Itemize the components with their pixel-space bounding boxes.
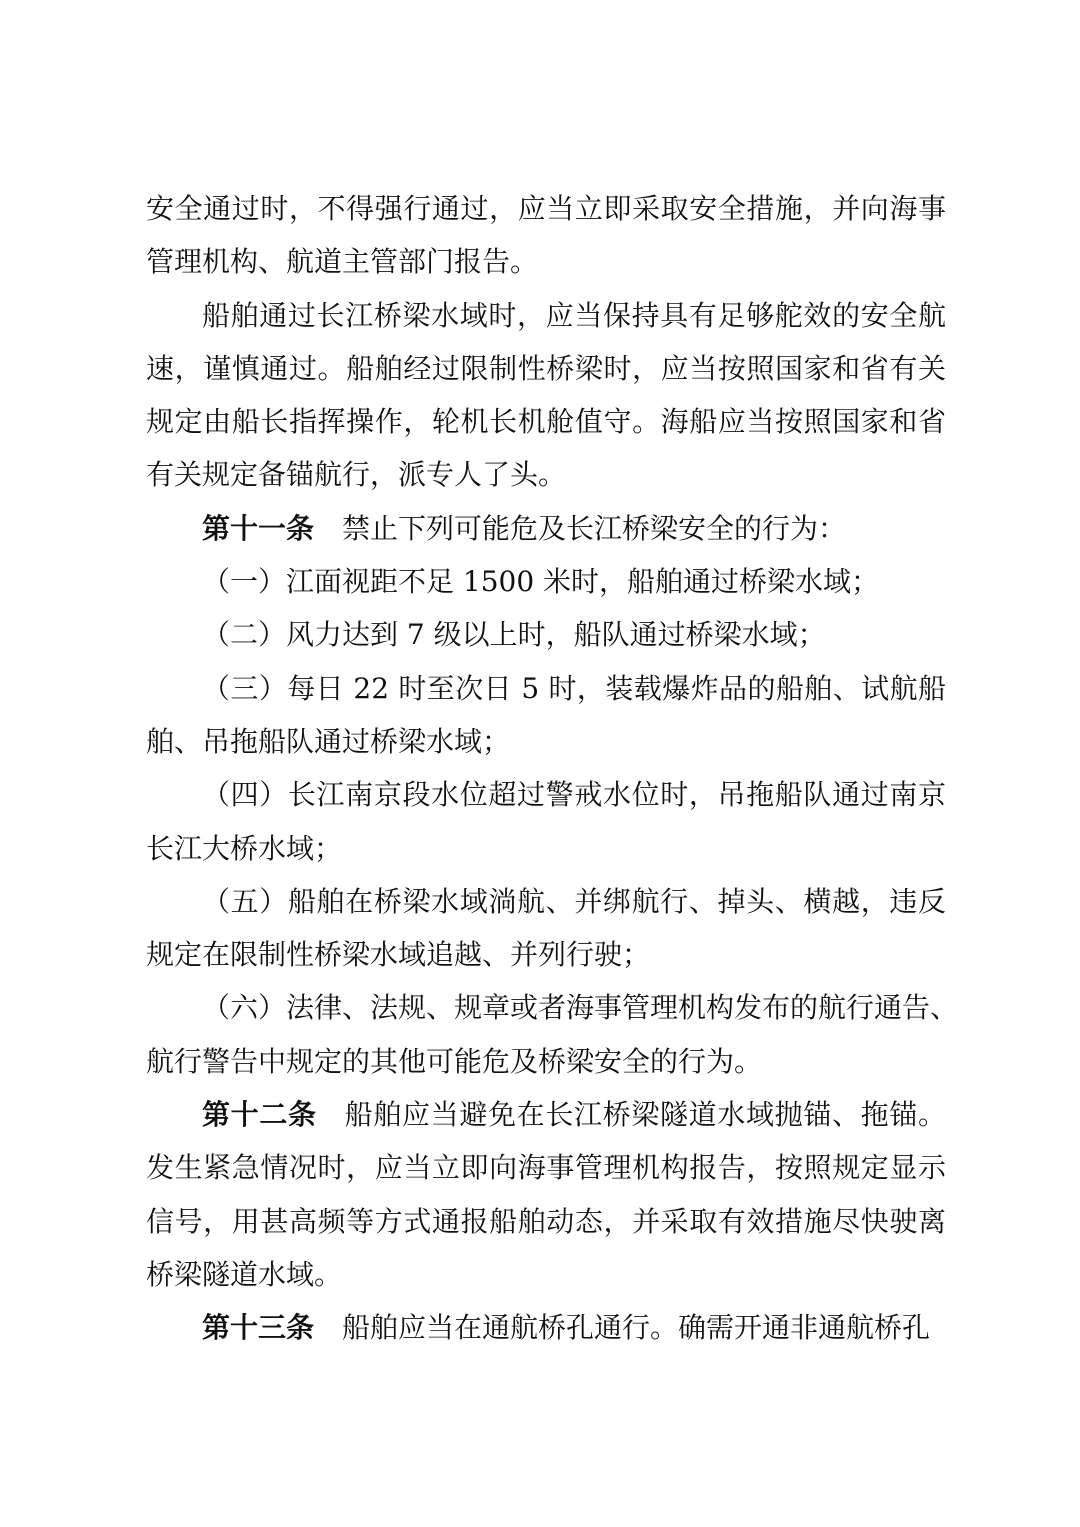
text-line: 规定由船长指挥操作，轮机长机舱值守。海船应当按照国家和省	[146, 405, 946, 439]
list-item: （四）长江南京段水位超过警戒水位时，吊拖船队通过南京	[202, 778, 946, 812]
list-item: （三）每日 22 时至次日 5 时，装载爆炸品的船舶、试航船	[202, 671, 946, 705]
list-item: （六）法律、法规、规章或者海事管理机构发布的航行通告、	[202, 991, 959, 1025]
article-line	[146, 1088, 946, 1141]
article-number: 第十三条	[202, 1311, 315, 1345]
text-line: 船舶通过长江桥梁水域时，应当保持具有足够舵效的安全航	[202, 298, 946, 332]
document-page	[146, 182, 959, 1355]
list-item: （二）风力达到 7 级以上时，船队通过桥梁水域；	[202, 618, 826, 652]
text-line: 发生紧急情况时，应当立即向海事管理机构报告，按照规定显示	[146, 1151, 946, 1185]
text-line: 桥梁隧道水域。	[146, 1257, 343, 1291]
article-line	[146, 1301, 946, 1354]
list-item-continuation: 航行警告中规定的其他可能危及桥梁安全的行为。	[146, 1044, 763, 1078]
list-item-continuation: 长江大桥水域；	[146, 831, 343, 865]
text-segment: 禁止下列可能危及长江桥梁安全的行为：	[342, 511, 847, 545]
text-segment: 船舶应当在通航桥孔通行。确需开通非通航桥孔	[342, 1311, 931, 1345]
text-line: 管理机构、航道主管部门报告。	[146, 245, 539, 279]
list-item-continuation: 规定在限制性桥梁水域追越、并列行驶；	[146, 938, 651, 972]
article-number: 第十一条	[202, 511, 315, 545]
list-item: （一）江面视距不足 1500 米时，船舶通过桥梁水域；	[202, 565, 880, 599]
list-item: （五）船舶在桥梁水域淌航、并绑航行、掉头、横越，违反	[202, 884, 946, 918]
text-line: 信号，用甚高频等方式通报船舶动态，并采取有效措施尽快驶离	[146, 1204, 946, 1238]
article-number: 第十二条	[202, 1098, 317, 1132]
text-segment: 船舶应当避免在长江桥梁隧道水域抛锚、拖锚。	[344, 1098, 946, 1132]
text-line: 安全通过时，不得强行通过，应当立即采取安全措施，并向海事	[146, 192, 946, 225]
list-item-continuation: 舶、吊拖船队通过桥梁水域；	[146, 724, 511, 758]
text-line: 有关规定备锚航行，派专人了头。	[146, 458, 567, 492]
article-line	[146, 502, 946, 555]
text-line: 速，谨慎通过。船舶经过限制性桥梁时，应当按照国家和省有关	[146, 351, 946, 385]
